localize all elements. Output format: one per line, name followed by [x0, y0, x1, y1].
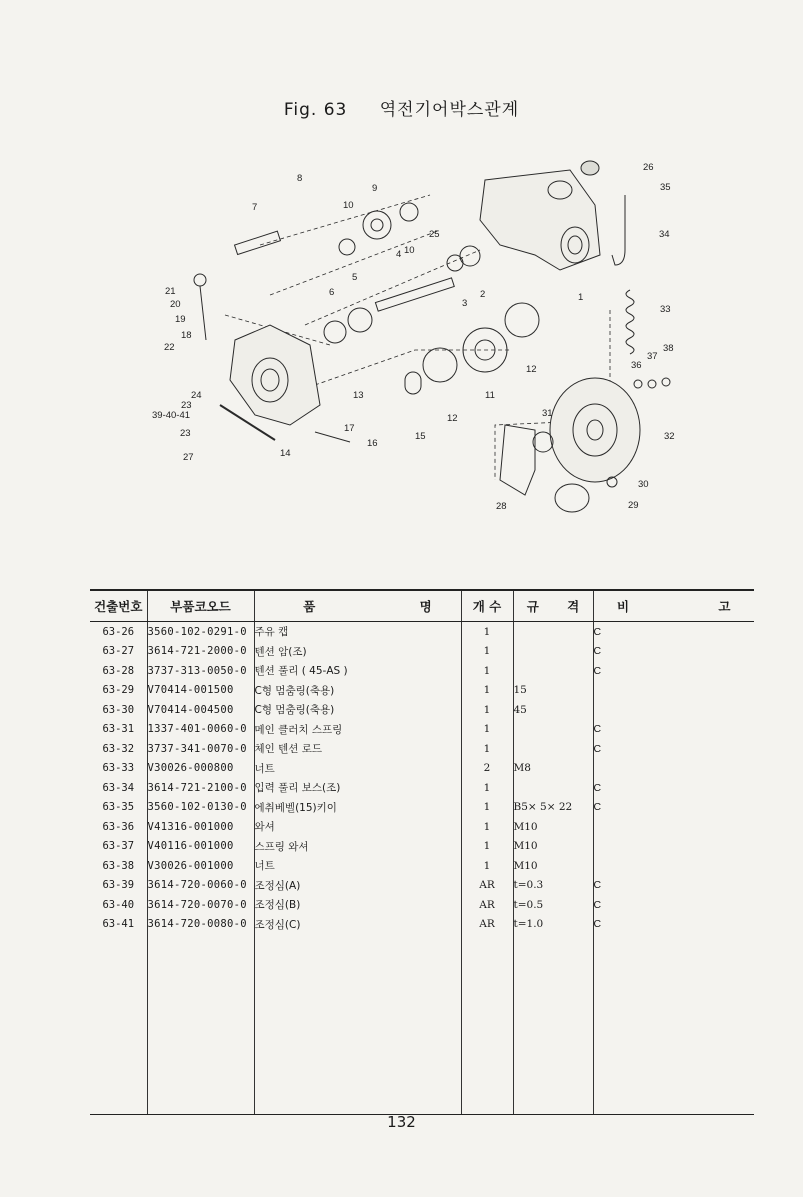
callout: 22: [164, 342, 175, 353]
callout: 35: [660, 182, 671, 193]
spec-cell: M10: [513, 837, 593, 857]
part-name-cell: 에취베벨(15)키이: [254, 798, 461, 818]
callout: 14: [280, 448, 291, 459]
table-row: [90, 856, 754, 876]
callout: 34: [659, 229, 670, 240]
callout: 9: [372, 183, 378, 194]
table-row: [90, 798, 754, 818]
remarks-cell: C: [593, 720, 754, 740]
part-code-cell: 1337-401-0060-0: [147, 720, 254, 740]
clutch-spring: [626, 290, 634, 354]
chain-tension-rod: [612, 195, 625, 265]
part-name-cell: 너트: [254, 759, 461, 779]
callout: 20: [170, 299, 181, 310]
spec-cell: M10: [513, 856, 593, 876]
table-row: [90, 739, 754, 759]
part-code-cell: 3614-721-2100-0: [147, 778, 254, 798]
table-row: [90, 837, 754, 857]
part-code-cell: V70414-004500: [147, 700, 254, 720]
callout: 21: [165, 286, 176, 297]
part-name-cell: C형 멈춤링(축용): [254, 681, 461, 701]
spec-cell: [513, 622, 593, 642]
header-quantity: 개 수: [461, 590, 513, 622]
item-no-cell: 63-29: [102, 684, 135, 697]
part-name-cell: 텐션 암(조): [254, 642, 461, 662]
quantity-cell: 1: [461, 642, 513, 662]
remarks-cell: [593, 856, 754, 876]
quantity-cell: 1: [461, 681, 513, 701]
callout: 7: [252, 202, 258, 213]
callout: 25: [429, 229, 440, 240]
header-remarks: [593, 590, 754, 622]
table-row: [90, 876, 754, 896]
table-filler-row: [90, 934, 754, 1114]
header-remarks-b: 고: [718, 599, 731, 614]
part-name-cell: 입력 풀리 보스(조): [254, 778, 461, 798]
callout: 1: [578, 292, 584, 303]
empty-cell: [513, 934, 593, 1114]
item-no-cell: 63-34: [102, 781, 135, 794]
quantity-cell: 1: [461, 778, 513, 798]
remarks-cell: C: [593, 778, 754, 798]
quantity-cell: 1: [461, 739, 513, 759]
empty-cell: [461, 934, 513, 1114]
spec-cell: 45: [513, 700, 593, 720]
transmission-cover: [230, 325, 320, 425]
shift-fork: [235, 231, 281, 254]
header-part-name-a: 품: [303, 599, 316, 614]
parts-table: [90, 589, 754, 1114]
callout: 38: [663, 343, 674, 354]
callout: 8: [297, 173, 303, 184]
part-name-cell: 와셔: [254, 817, 461, 837]
callout: 12: [447, 413, 458, 424]
remarks-cell: C: [593, 895, 754, 915]
exploded-parts-diagram: [140, 150, 680, 530]
table-row: [90, 759, 754, 779]
part-name-cell: 조정심(B): [254, 895, 461, 915]
remarks-cell: C: [593, 661, 754, 681]
spec-cell: 15: [513, 681, 593, 701]
callout: 19: [175, 314, 186, 325]
remarks-cell: C: [593, 622, 754, 642]
empty-cell: [147, 934, 254, 1114]
item-no-cell: 63-33: [102, 762, 135, 775]
page-number: 132: [387, 1113, 416, 1131]
table-row: [90, 642, 754, 662]
callout: 24: [191, 390, 202, 401]
callout: 23: [181, 400, 192, 411]
quantity-cell: 1: [461, 720, 513, 740]
oil-cap: [581, 161, 599, 175]
table-header-row: [90, 590, 754, 622]
parts-table-container: [90, 589, 754, 1115]
part-code-cell: 3614-720-0070-0: [147, 895, 254, 915]
empty-cell: [254, 934, 461, 1114]
spec-cell: [513, 642, 593, 662]
page-title: [0, 95, 803, 120]
item-no-cell: 63-35: [102, 801, 135, 814]
table-row: [90, 700, 754, 720]
header-remarks-a: 비: [616, 599, 630, 614]
callout: 33: [660, 304, 671, 315]
table-row: [90, 778, 754, 798]
header-part-code: 부품코오드: [147, 590, 254, 622]
remarks-cell: [593, 817, 754, 837]
part-code-cell: V40116-001000: [147, 837, 254, 857]
quantity-cell: 1: [461, 700, 513, 720]
quantity-cell: 2: [461, 759, 513, 779]
remarks-cell: [593, 837, 754, 857]
part-name-cell: 메인 클러치 스프링: [254, 720, 461, 740]
remarks-cell: C: [593, 798, 754, 818]
callout: 28: [496, 501, 507, 512]
callout: 39-40-41: [152, 410, 191, 421]
part-name-cell: 너트: [254, 856, 461, 876]
item-no-cell: 63-32: [102, 742, 135, 755]
item-no-cell: 63-27: [102, 645, 135, 658]
spec-cell: B5× 5× 22: [513, 798, 593, 818]
quantity-cell: AR: [461, 895, 513, 915]
item-no-cell: 63-40: [102, 898, 135, 911]
callout: 15: [415, 431, 426, 442]
table-row: [90, 895, 754, 915]
callout: 12: [526, 364, 537, 375]
callout: 3: [462, 298, 468, 309]
part-code-cell: V70414-001500: [147, 681, 254, 701]
item-no-cell: 63-26: [102, 625, 135, 638]
item-no-cell: 63-41: [102, 918, 135, 931]
table-row: [90, 661, 754, 681]
callout: 6: [329, 287, 335, 298]
callout: 16: [367, 438, 378, 449]
callout: 27: [183, 452, 194, 463]
callout: 5: [352, 272, 358, 283]
empty-cell: [593, 934, 754, 1114]
quantity-cell: 1: [461, 817, 513, 837]
part-code-cell: 3737-313-0050-0: [147, 661, 254, 681]
spec-cell: [513, 739, 593, 759]
quantity-cell: AR: [461, 915, 513, 935]
quantity-cell: 1: [461, 837, 513, 857]
callout: 23: [180, 428, 191, 439]
spec-cell: t=0.5: [513, 895, 593, 915]
part-name-cell: 조정심(A): [254, 876, 461, 896]
item-no-cell: 63-30: [102, 703, 135, 716]
callout: 4: [396, 249, 402, 260]
callout: 31: [542, 408, 553, 419]
part-code-cell: 3614-721-2000-0: [147, 642, 254, 662]
part-name-cell: 스프링 와셔: [254, 837, 461, 857]
quantity-cell: 1: [461, 856, 513, 876]
callout: 13: [353, 390, 364, 401]
table-row: [90, 622, 754, 642]
callout: 32: [664, 431, 675, 442]
spec-cell: t=1.0: [513, 915, 593, 935]
part-code-cell: 3614-720-0060-0: [147, 876, 254, 896]
header-spec-b: 격: [567, 599, 580, 614]
callout: 10: [343, 200, 354, 211]
quantity-cell: 1: [461, 622, 513, 642]
callout: 26: [643, 162, 654, 173]
callout: 11: [485, 390, 495, 401]
table-body: [90, 622, 754, 1115]
remarks-cell: [593, 681, 754, 701]
header-spec-a: 규: [526, 599, 539, 614]
part-name-cell: 텐션 풀리 ( 45-AS ): [254, 661, 461, 681]
spec-cell: t=0.3: [513, 876, 593, 896]
figure-title: 역전기어박스관계: [379, 100, 520, 120]
item-no-cell: 63-38: [102, 859, 135, 872]
callout: 36: [631, 360, 642, 371]
remarks-cell: [593, 759, 754, 779]
callout: 10: [404, 245, 415, 256]
remarks-cell: C: [593, 642, 754, 662]
tension-pulley: [555, 484, 589, 512]
table-row: [90, 817, 754, 837]
part-code-cell: V41316-001000: [147, 817, 254, 837]
header-part-name: [254, 590, 461, 622]
input-pulley: [550, 378, 640, 482]
empty-cell: [90, 934, 147, 1114]
remarks-cell: C: [593, 876, 754, 896]
item-no-cell: 63-39: [102, 879, 135, 892]
item-no-cell: 63-36: [102, 820, 135, 833]
spec-cell: M10: [513, 817, 593, 837]
part-code-cell: V30026-001000: [147, 856, 254, 876]
callout: 18: [181, 330, 192, 341]
part-code-cell: 3737-341-0070-0: [147, 739, 254, 759]
callout: 37: [647, 351, 658, 362]
part-name-cell: 체인 텐션 로드: [254, 739, 461, 759]
callout: 30: [638, 479, 649, 490]
table-row: [90, 681, 754, 701]
remarks-cell: C: [593, 915, 754, 935]
shaft-4: [375, 278, 454, 311]
item-no-cell: 63-37: [102, 840, 135, 853]
item-no-cell: 63-31: [102, 723, 135, 736]
header-spec: [513, 590, 593, 622]
tension-arm: [500, 425, 535, 495]
part-code-cell: V30026-000800: [147, 759, 254, 779]
part-code-cell: 3560-102-0291-0: [147, 622, 254, 642]
callout: 29: [628, 500, 639, 511]
part-name-cell: 주유 캡: [254, 622, 461, 642]
part-name-cell: C형 멈춤링(축용): [254, 700, 461, 720]
header-item-no: 건출번호: [90, 590, 147, 622]
remarks-cell: C: [593, 739, 754, 759]
table-row: [90, 915, 754, 935]
spec-cell: [513, 720, 593, 740]
callout: 2: [480, 289, 486, 300]
part-name-cell: 조정심(C): [254, 915, 461, 935]
quantity-cell: 1: [461, 798, 513, 818]
part-code-cell: 3614-720-0080-0: [147, 915, 254, 935]
table-row: [90, 720, 754, 740]
spec-cell: M8: [513, 759, 593, 779]
item-no-cell: 63-28: [102, 664, 135, 677]
remarks-cell: [593, 700, 754, 720]
quantity-cell: 1: [461, 661, 513, 681]
quantity-cell: AR: [461, 876, 513, 896]
figure-label: Fig. 63: [283, 100, 348, 120]
spec-cell: [513, 778, 593, 798]
callout: 17: [344, 423, 355, 434]
gear-9: [363, 211, 391, 239]
header-part-name-b: 명: [419, 599, 432, 614]
spec-cell: [513, 661, 593, 681]
part-code-cell: 3560-102-0130-0: [147, 798, 254, 818]
gearbox-housing: [480, 170, 600, 270]
